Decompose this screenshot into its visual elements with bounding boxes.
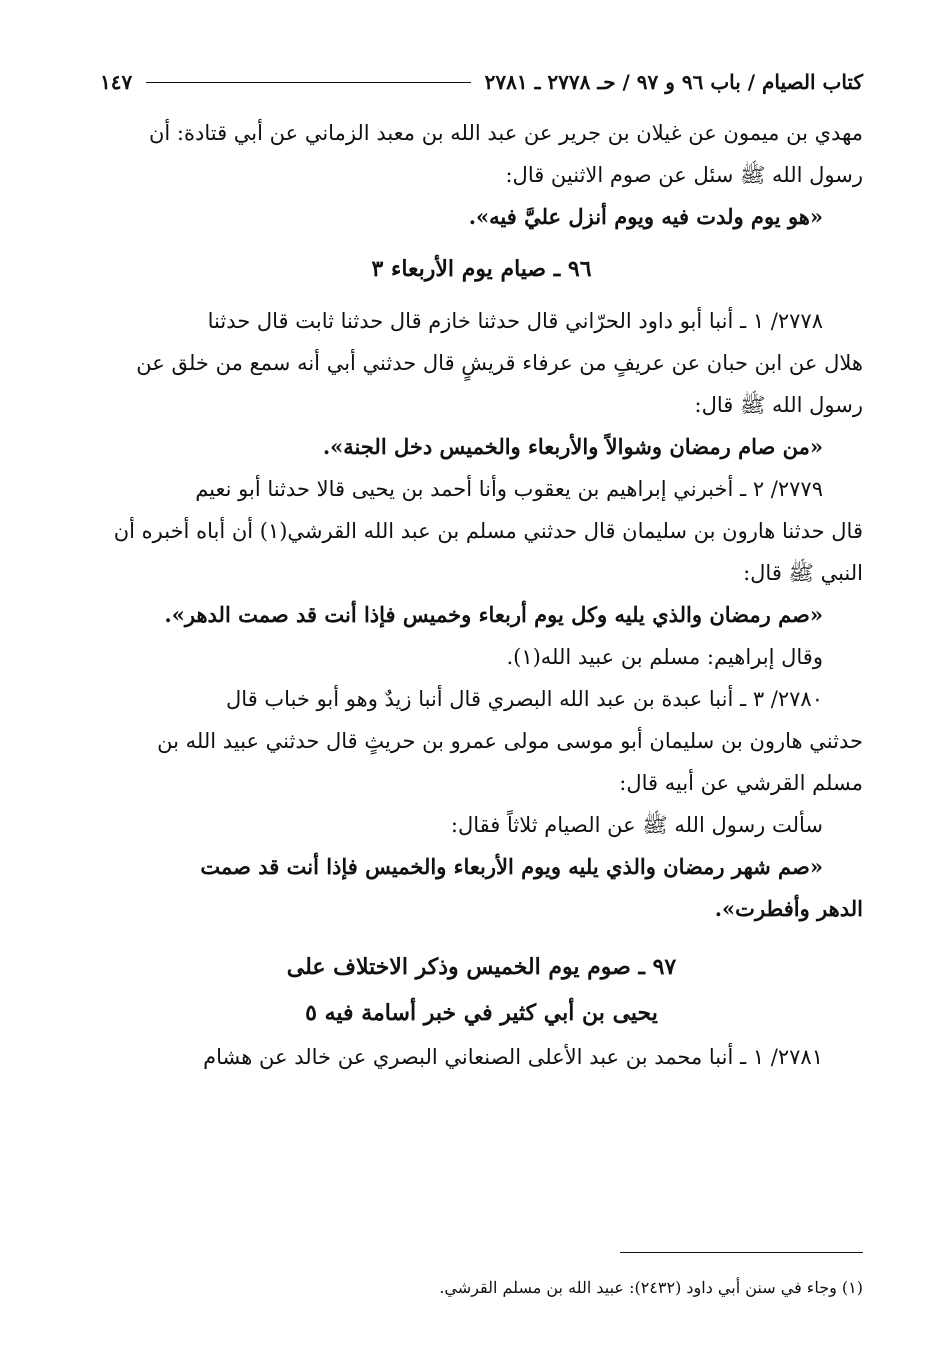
text-line: النبي ﷺ قال: <box>743 561 863 585</box>
text-line: حدثني هارون بن سليمان أبو موسى مولى عمرو بن حريثٍ قال حدثني عبيد الله بن <box>157 729 863 753</box>
hadith-quote: «هو يوم ولدت فيه ويوم أنزل عليَّ فيه». <box>468 204 823 229</box>
text-line: مسلم القرشي عن أبيه قال: <box>619 771 863 795</box>
page-number: ١٤٧ <box>100 70 133 94</box>
hadith-quote: «صم رمضان والذي يليه وكل يوم أربعاء وخميس فإذا أنت قد صمت الدهر». <box>164 602 823 627</box>
footnote: (١) وجاء في سنن أبي داود (٢٤٣٢): عبيد الله بن مسلم القرشي. <box>439 1278 863 1297</box>
page-body <box>100 112 863 1078</box>
text-line: هلال عن ابن حبان عن عريفٍ من عرفاء قريشٍ قال حدثني أبي أنه سمع من خلق عن <box>136 351 863 375</box>
text-line: قال حدثنا هارون بن سليمان قال حدثني مسلم بن عبد الله القرشي(١) أن أباه أخبره أن <box>113 519 863 543</box>
hadith-line: ٢٧٨١/ ١ ـ أنبا محمد بن عبد الأعلى الصنعاني البصري عن خالد عن هشام <box>203 1045 823 1069</box>
text-line: رسول الله ﷺ قال: <box>694 393 863 417</box>
section-heading-97: ٩٧ ـ صوم يوم الخميس وذكر الاختلاف على <box>286 954 677 980</box>
text-line: سألت رسول الله ﷺ عن الصيام ثلاثاً فقال: <box>450 813 823 837</box>
header-rule <box>146 82 470 83</box>
page-header <box>100 62 863 102</box>
hadith-line: ٢٧٧٩/ ٢ ـ أخبرني إبراهيم بن يعقوب وأنا أحمد بن يحيى قالا حدثنا أبو نعيم <box>195 477 823 501</box>
text-line: مهدي بن ميمون عن غيلان بن جرير عن عبد الله بن معبد الزماني عن أبي قتادة: أن <box>148 121 863 145</box>
running-title: كتاب الصيام / باب ٩٦ و ٩٧ / حـ ٢٧٧٨ ـ ٢٧٨١ <box>484 70 863 94</box>
footnote-rule <box>620 1252 863 1253</box>
hadith-quote: «من صام رمضان وشوالاً والأربعاء والخميس دخل الجنة». <box>322 434 823 459</box>
hadith-quote: «صم شهر رمضان والذي يليه ويوم الأربعاء والخميس فإذا أنت قد صمت <box>200 854 823 879</box>
hadith-line: ٢٧٧٨/ ١ ـ أنبا أبو داود الحرّاني قال حدثنا خازم قال حدثنا ثابت قال حدثنا <box>207 309 823 333</box>
hadith-quote: الدهر وأفطرت». <box>714 896 863 921</box>
text-line: رسول الله ﷺ سئل عن صوم الاثنين قال: <box>505 163 863 187</box>
section-heading-97-cont: يحيى بن أبي كثير في خبر أسامة فيه ٥ <box>305 1000 658 1026</box>
section-heading-96: ٩٦ ـ صيام يوم الأربعاء ٣ <box>371 256 592 282</box>
hadith-line: ٢٧٨٠/ ٣ ـ أنبا عبدة بن عبد الله البصري قال أنبا زيدٌ وهو أبو خباب قال <box>226 687 823 711</box>
text-line: وقال إبراهيم: مسلم بن عبيد الله(١). <box>506 645 823 669</box>
